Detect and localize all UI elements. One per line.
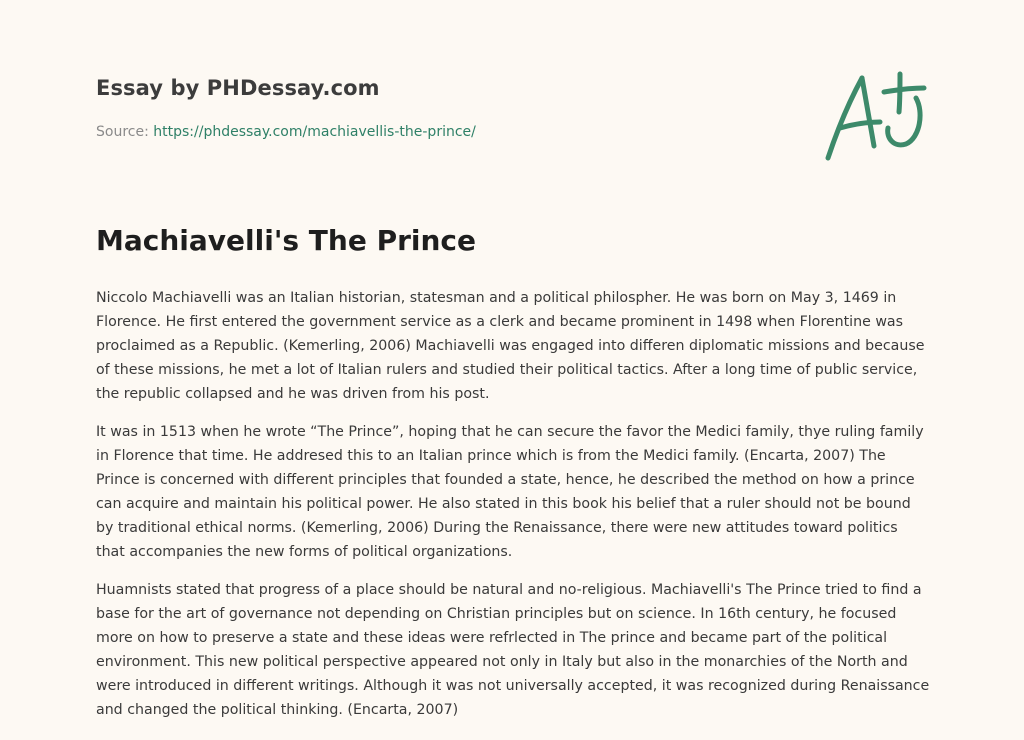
source-link[interactable]: https://phdessay.com/machiavellis-the-prince/ xyxy=(153,124,476,140)
source-line xyxy=(96,124,476,140)
essay-body xyxy=(96,286,930,736)
site-header-title: Essay by PHDessay.com xyxy=(96,76,380,100)
essay-paragraph: It was in 1513 when he wrote “The Prince”, hoping that he can secure the favor the Medici family, thye ruling family in Florence that time. He addresed this to an Italian prince which is from the Medici family. (Encarta, 2007) The Prince is concerned with different principles that founded a state, hence, he described the method on how a prince can acquire and maintain his political power. He also stated in this book his belief that a ruler should not be bound by traditional ethical norms. (Kemerling, 2006) During the Renaissance, there were new attitudes toward politics that accompanies the new forms of political organizations. xyxy=(96,424,924,560)
source-label: Source: xyxy=(96,124,149,140)
essay-title: Machiavelli's The Prince xyxy=(96,224,477,257)
a-plus-logo-icon xyxy=(820,66,930,166)
essay-paragraph: Huamnists stated that progress of a place should be natural and no-religious. Machiavelli's The Prince tried to find a base for the art of governance not depending on Christian principles but on science. In 16th century, he focused more on how to preserve a state and these ideas were refrlected in The prince and became part of the political environment. This new political perspective appeared not only in Italy but also in the monarchies of the North and were introduced in different writings. Although it was not universally accepted, it was recognized during Renaissance and changed the political thinking. (Encarta, 2007) xyxy=(96,582,930,718)
essay-paragraph: Niccolo Machiavelli was an Italian historian, statesman and a political philospher. He was born on May 3, 1469 in Florence. He first entered the government service as a clerk and became prominent in 1498 when Florentine was proclaimed as a Republic. (Kemerling, 2006) Machiavelli was engaged into differen diplomatic missions and because of these missions, he met a lot of Italian rulers and studied their political tactics. After a long time of public service, the republic collapsed and he was driven from his post. xyxy=(96,290,925,402)
